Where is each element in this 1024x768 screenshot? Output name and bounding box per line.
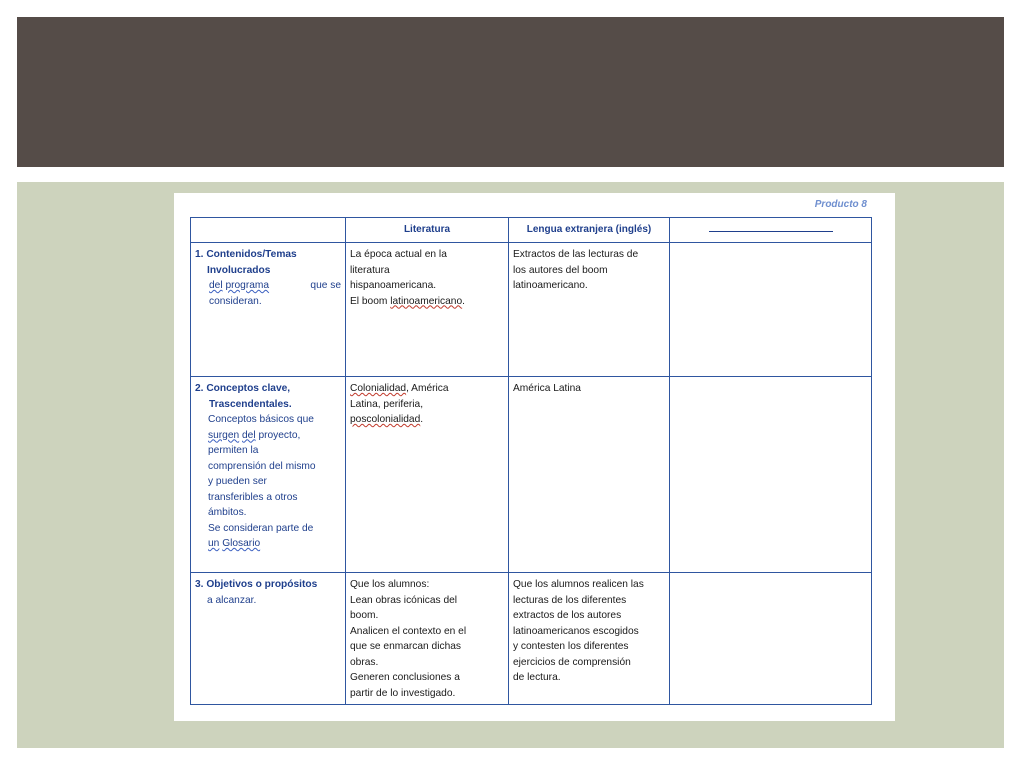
cell-literatura-conceptos: Colonialidad, América Latina, periferia, poscolonialidad.	[346, 377, 509, 573]
blank-subject-line	[709, 224, 833, 232]
planning-table	[190, 217, 872, 705]
cell-blank-conceptos	[670, 377, 872, 573]
row-label-contenidos: 1. Contenidos/Temas Involucrados del programa que se consideran.	[191, 243, 346, 377]
document-page	[174, 193, 895, 721]
cell-literatura-contenidos: La época actual en la literatura hispanoamericana. El boom latinoamericano.	[346, 243, 509, 377]
header-empty-cell	[191, 218, 346, 243]
table-row	[191, 377, 872, 573]
cell-ingles-conceptos: América Latina	[509, 377, 670, 573]
header-blank-subject	[670, 218, 872, 243]
cell-ingles-contenidos: Extractos de las lecturas de los autores del boom latinoamericano.	[509, 243, 670, 377]
table-header-row	[191, 218, 872, 243]
header-literatura: Literatura	[346, 218, 509, 243]
cell-blank-objetivos	[670, 573, 872, 705]
header-lengua-extranjera: Lengua extranjera (inglés)	[509, 218, 670, 243]
table-row	[191, 573, 872, 705]
slide-title-band	[17, 17, 1004, 167]
cell-blank-contenidos	[670, 243, 872, 377]
row-label-objetivos: 3. Objetivos o propósitos a alcanzar.	[191, 573, 346, 705]
cell-ingles-objetivos: Que los alumnos realicen las lecturas de los diferentes extractos de los autores latinoamericanos escogidos y contesten los diferentes ejercicios de comprensión de lectura.	[509, 573, 670, 705]
table-row	[191, 243, 872, 377]
cell-literatura-objetivos: Que los alumnos: Lean obras icónicas del boom. Analicen el contexto en el que se enmarcan dichas obras. Generen conclusiones a partir de lo investigado.	[346, 573, 509, 705]
product-label: Producto 8	[814, 199, 867, 210]
row-label-conceptos: 2. Conceptos clave, Trascendentales. Conceptos básicos que surgen del proyecto, permiten la comprensión del mismo y pueden ser transferibles a otros ámbitos. Se consideran parte de un Glosario	[191, 377, 346, 573]
